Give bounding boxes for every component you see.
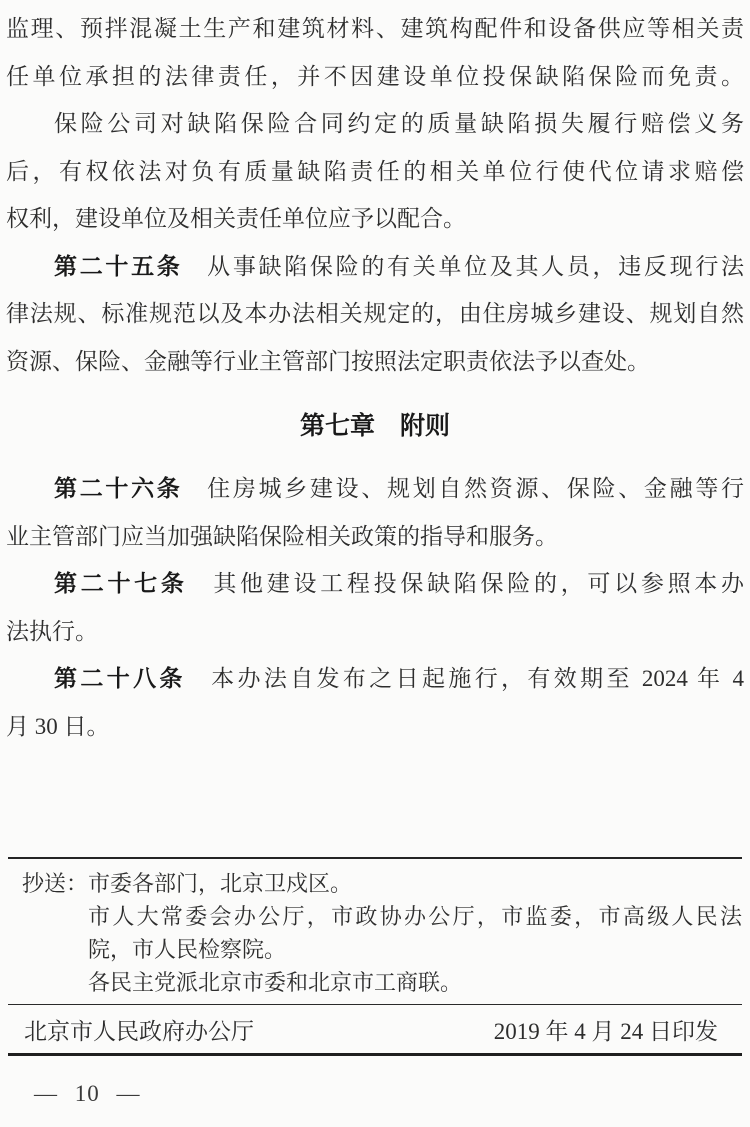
article-number: 第二十七条 bbox=[54, 570, 188, 596]
body-line: 律法规、标准规范以及本办法相关规定的，由住房城乡建设、规划自然 bbox=[6, 301, 744, 326]
body-line: 后，有权依法对负有质量缺陷责任的相关单位行使代位请求赔偿 bbox=[6, 158, 744, 184]
page-number: — 10 — bbox=[34, 1081, 141, 1106]
article-number: 第二十五条 bbox=[54, 252, 183, 279]
body-line: 资源、保险、金融等行业主管部门按照法定职责依法予以查处。 bbox=[6, 348, 650, 374]
body-line: 权利，建设单位及相关责任单位应予以配合。 bbox=[6, 206, 466, 231]
cc-block bbox=[8, 857, 742, 1005]
article-text: 从事缺陷保险的有关单位及其人员，违反现行法 bbox=[204, 253, 745, 279]
body-line: 监理、预拌混凝土生产和建筑材料、建筑构配件和设备供应等相关责 bbox=[6, 16, 744, 41]
body-line: 任单位承担的法律责任，并不因建设单位投保缺陷保险而免责。 bbox=[6, 63, 744, 89]
article-text: 住房城乡建设、规划自然资源、保险、金融等行 bbox=[204, 476, 745, 501]
body-line-article-28 bbox=[6, 655, 744, 703]
chapter-heading: 第七章 附则 bbox=[299, 412, 450, 440]
cc-line: 市委各部门，北京卫戍区。 bbox=[88, 871, 353, 896]
issuer-name: 北京市人民政府办公厅 bbox=[24, 1019, 254, 1044]
article-text: 本办法自发布之日起施行，有效期至 2024 年 4 bbox=[207, 666, 745, 691]
body-line-article-25 bbox=[6, 243, 744, 291]
article-number: 第二十六条 bbox=[54, 475, 183, 501]
cc-line: 各民主党派北京市委和北京市工商联。 bbox=[88, 970, 463, 995]
print-date: 2019 年 4 月 24 日印发 bbox=[493, 1019, 718, 1044]
cc-line: 市人大常委会办公厅，市政协办公厅，市监委，市高级人民法 bbox=[88, 904, 742, 929]
body-line-article-27 bbox=[6, 560, 744, 608]
body-line: 法执行。 bbox=[6, 618, 98, 644]
article-text: 其他建设工程投保缺陷保险的，可以参照本办 bbox=[209, 571, 745, 596]
issuer-row bbox=[8, 1006, 742, 1056]
article-number: 第二十八条 bbox=[54, 665, 186, 691]
body-line-article-26 bbox=[6, 465, 744, 513]
cc-row bbox=[8, 867, 742, 999]
document-body bbox=[6, 5, 744, 750]
cc-lines bbox=[88, 867, 742, 999]
cc-label: 抄送： bbox=[22, 871, 89, 896]
cc-line: 院，市人民检察院。 bbox=[88, 937, 287, 962]
body-line: 保险公司对缺陷保险合同约定的质量缺陷损失履行赔偿义务 bbox=[54, 111, 744, 136]
body-line: 月 30 日。 bbox=[6, 713, 110, 739]
body-line: 业主管部门应当加强缺陷保险相关政策的指导和服务。 bbox=[6, 523, 558, 549]
